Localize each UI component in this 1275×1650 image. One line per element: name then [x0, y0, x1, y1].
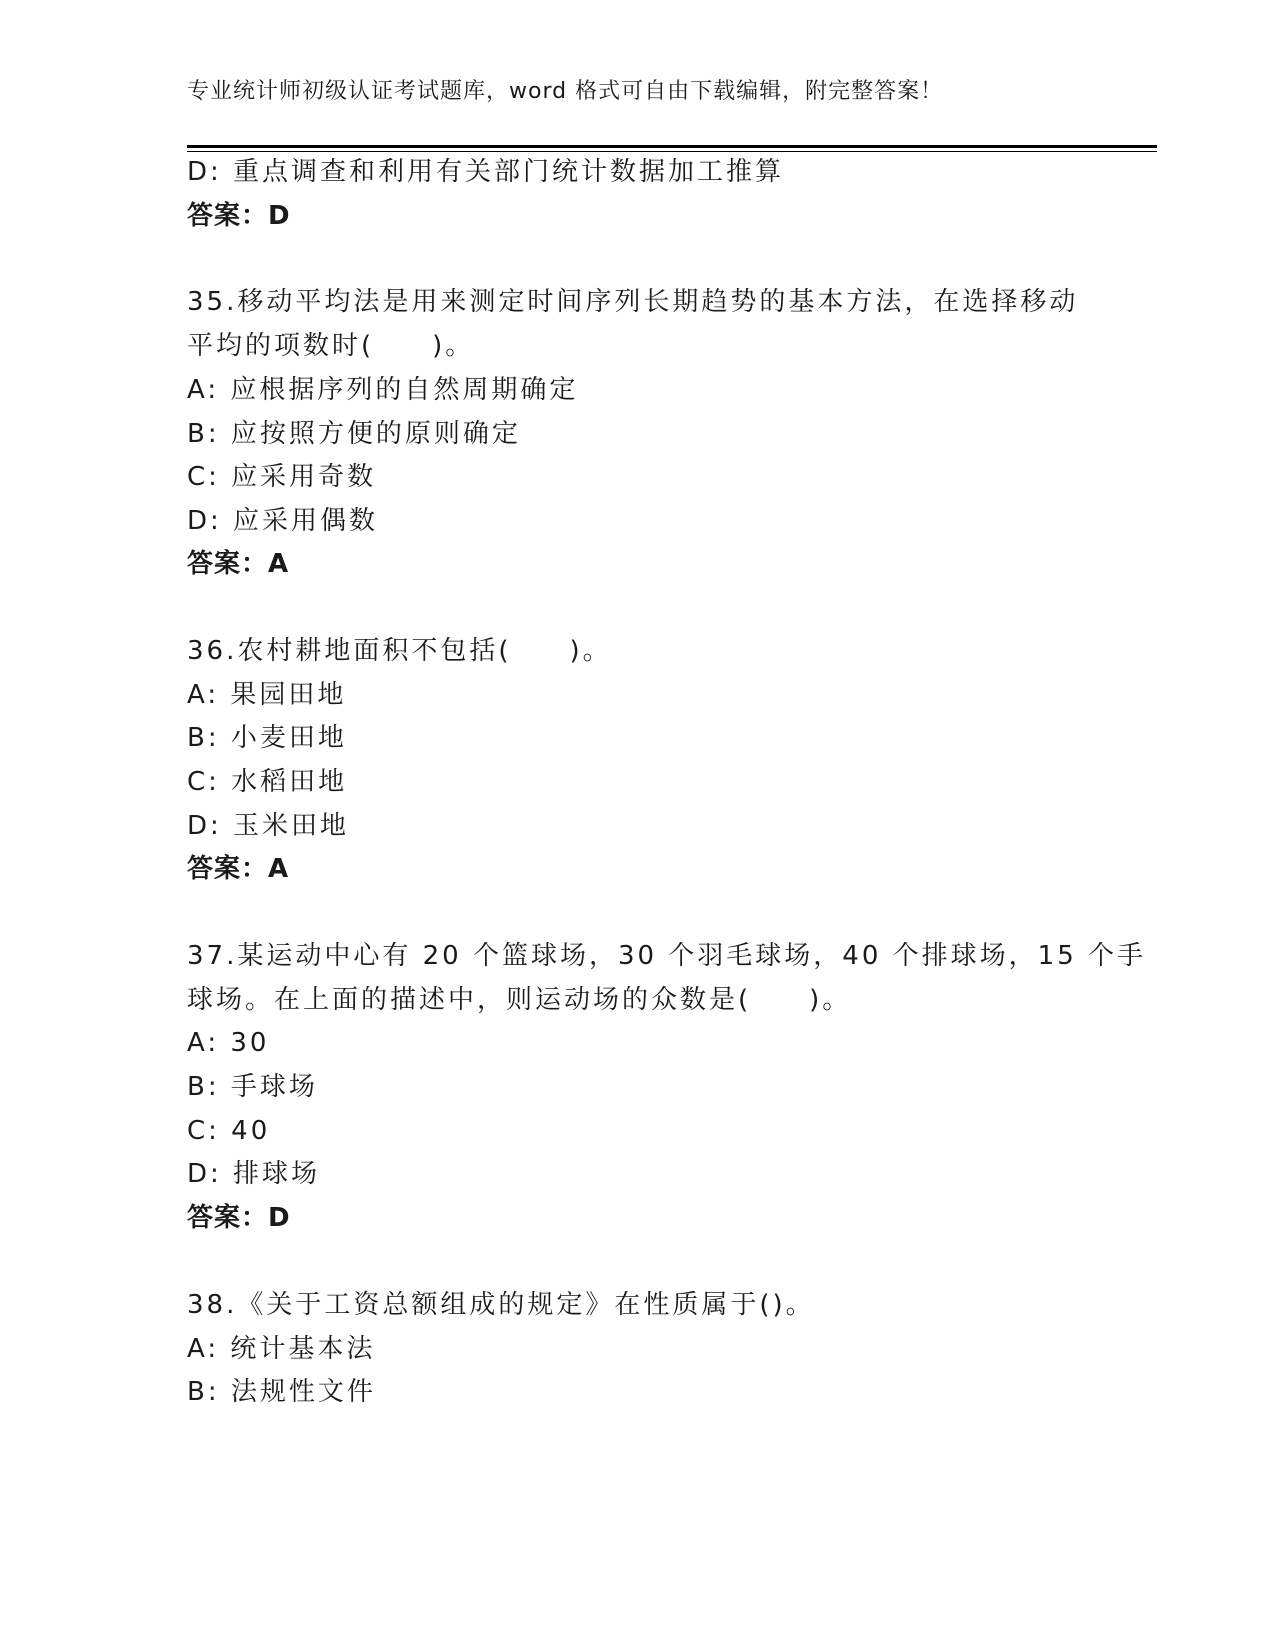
option-d: D: 玉米田地 [187, 811, 350, 841]
option-b: B: 小麦田地 [187, 723, 347, 753]
option-b: B: 应按照方便的原则确定 [187, 419, 521, 449]
option-d: D: 应采用偶数 [187, 506, 379, 536]
question-stem: 36.农村耕地面积不包括( )。 [187, 636, 612, 666]
question-stem: 35.移动平均法是用来测定时间序列长期趋势的基本方法，在选择移动 [187, 287, 1079, 317]
question-stem-continued: 平均的项数时( )。 [187, 331, 475, 361]
option-a: A: 果园田地 [187, 680, 347, 710]
question-stem-continued: 球场。在上面的描述中，则运动场的众数是( )。 [187, 985, 852, 1015]
option-d: D: 重点调查和利用有关部门统计数据加工推算 [187, 157, 785, 187]
question-stem: 38.《关于工资总额组成的规定》在性质属于()。 [187, 1290, 815, 1320]
header-text: 专业统计师初级认证考试题库，word 格式可自由下载编辑，附完整答案！ [187, 79, 944, 104]
option-a: A: 应根据序列的自然周期确定 [187, 375, 579, 405]
option-a: A: 统计基本法 [187, 1334, 376, 1364]
answer: 答案：A [187, 549, 290, 579]
option-b: B: 手球场 [187, 1072, 318, 1102]
option-a: A: 30 [187, 1028, 270, 1058]
option-d: D: 排球场 [187, 1159, 321, 1189]
header-divider-thick [187, 145, 1157, 148]
answer: 答案：D [187, 201, 291, 231]
answer: 答案：A [187, 854, 290, 884]
question-stem: 37.某运动中心有 20 个篮球场，30 个羽毛球场，40 个排球场，15 个手 [187, 941, 1147, 971]
option-c: C: 水稻田地 [187, 767, 348, 797]
answer: 答案：D [187, 1203, 291, 1233]
header-divider-thin [187, 151, 1157, 152]
option-b: B: 法规性文件 [187, 1377, 376, 1407]
option-c: C: 应采用奇数 [187, 462, 377, 492]
option-c: C: 40 [187, 1116, 271, 1146]
